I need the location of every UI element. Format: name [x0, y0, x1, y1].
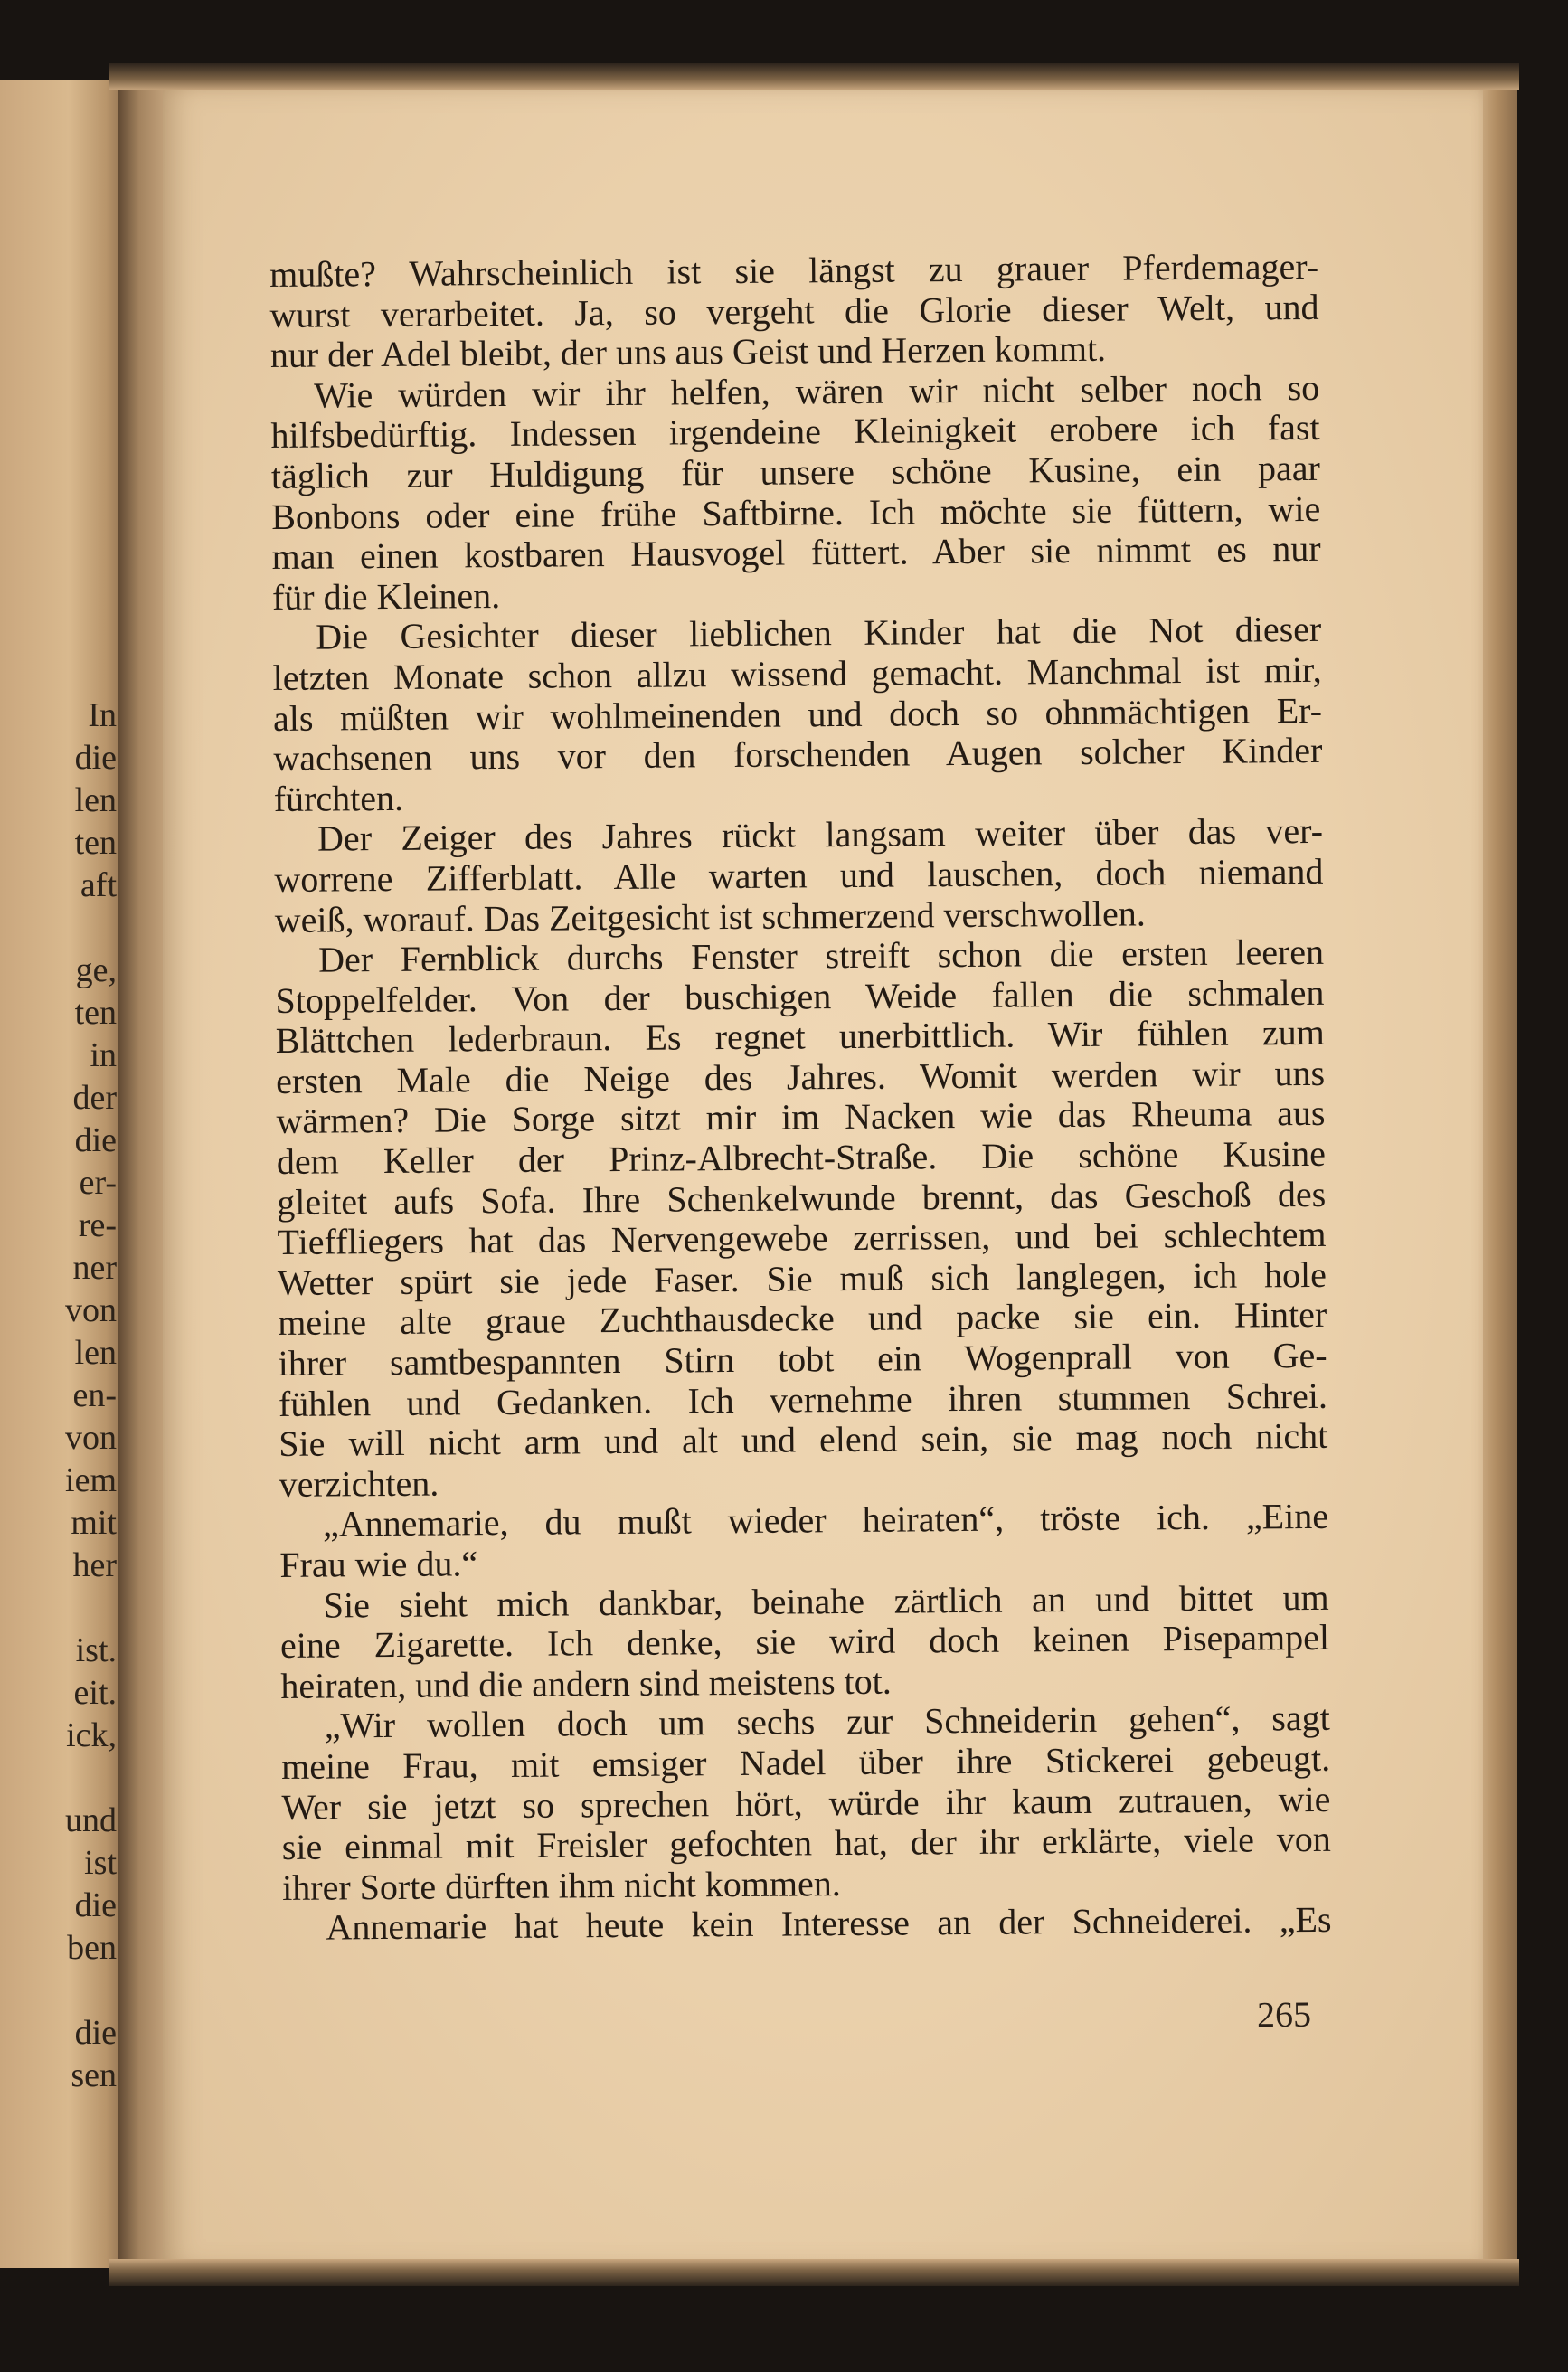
left-fragment: len [74, 1334, 117, 1372]
text-line: Frau wie du.“ [279, 1543, 478, 1585]
text-line: dem Keller der Prinz-Albrecht-Straße. Die schöne Kusine [276, 1132, 1327, 1183]
left-fragment: en- [72, 1376, 117, 1414]
text-line: Wer sie jetzt so sprechen hört, würde ihr kaum zutrauen, wie [281, 1778, 1331, 1828]
text-line: heiraten, und die andern sind meistens tot. [280, 1660, 892, 1706]
text-line: Sie sieht mich dankbar, beinahe zärtlich an und bittet um [323, 1576, 1329, 1626]
text-line: Der Zeiger des Jahres rückt langsam weiter über das ver- [316, 810, 1324, 859]
text-line: Wetter spürt sie jede Faser. Sie muß sich langlegen, ich hole [277, 1253, 1327, 1303]
left-fragment: ist [84, 1844, 117, 1882]
text-line: Wie würden wir ihr helfen, wären wir nicht selber noch so [314, 366, 1320, 416]
text-line: ersten Male die Neige des Jahres. Womit werden wir uns [275, 1052, 1326, 1101]
text-line: Sie will nicht arm und alt und elend sein, sie mag noch nicht [279, 1415, 1328, 1465]
text-line: verzichten. [279, 1462, 439, 1505]
left-fragment: ick, [66, 1716, 117, 1754]
left-fragment: die [74, 1886, 117, 1924]
top-page-edge [109, 63, 1519, 90]
left-page-text-fragments [0, 695, 122, 2097]
text-line: wachsenen uns vor den forschenden Augen solcher Kinder [273, 729, 1323, 780]
text-line: wurst verarbeitet. Ja, so vergeht die Glorie dieser Welt, und [269, 286, 1319, 335]
left-fragment: ge, [75, 951, 117, 989]
text-line: fühlen und Gedanken. Ich vernehme ihren stummen Schrei. [278, 1375, 1328, 1424]
text-line: ihrer samtbespannten Stirn tobt ein Wogenprall von Ge- [278, 1334, 1327, 1384]
text-line: fürchten. [273, 777, 404, 819]
left-page-fragment [0, 80, 125, 2268]
text-line: Die Gesichter dieser lieblichen Kinder hat die Not dieser [316, 609, 1322, 657]
text-line: weiß, worauf. Das Zeitgesicht ist schmerzend verschwollen. [274, 892, 1146, 940]
left-fragment: ten [74, 994, 117, 1032]
left-fragment: iem [65, 1461, 117, 1499]
text-line: wärmen? Die Sorge sitzt mir im Nacken wie das Rheuma aus [276, 1092, 1326, 1142]
text-line: eine Zigarette. Ich denke, sie wird doch keinen Pisepampel [279, 1617, 1330, 1667]
text-line: für die Kleinen. [271, 574, 501, 618]
left-fragment: er- [79, 1164, 117, 1202]
left-fragment: die [74, 739, 117, 777]
left-fragment: ist. [75, 1631, 117, 1669]
text-line: „Wir wollen doch um sechs zur Schneiderin gehen“, sagt [324, 1697, 1330, 1746]
text-line: Stoppelfelder. Von der buschigen Weide fallen die schmalen [275, 971, 1325, 1021]
bottom-page-edge [109, 2259, 1519, 2286]
text-line: ihrer Sorte dürften ihm nicht kommen. [282, 1862, 841, 1908]
text-line: täglich zur Huldigung für unsere schöne Kusine, ein paar [270, 447, 1321, 496]
left-fragment: sen [71, 2056, 117, 2094]
page-number: 265 [1256, 1993, 1312, 2036]
left-fragment: In [88, 696, 117, 734]
left-fragment: ben [67, 1929, 117, 1967]
text-line: Bonbons oder eine frühe Saftbirne. Ich möchte sie füttern, wie [271, 487, 1321, 537]
left-fragment: len [74, 781, 117, 819]
left-fragment [0, 1757, 122, 1800]
left-fragment: re- [78, 1206, 117, 1244]
text-line: Tieffliegers hat das Nervengewebe zerrissen, und bei schlechtem [277, 1214, 1327, 1263]
text-line: Annemarie hat heute kein Interesse an der Schneiderei. „Es [326, 1899, 1332, 1948]
text-line: man einen kostbaren Hausvogel füttert. Aber sie nimmt es nur [271, 528, 1321, 578]
left-fragment: die [74, 2014, 117, 2052]
page-edge [1483, 69, 1517, 2275]
left-fragment [0, 1970, 122, 2012]
left-fragment: ten [74, 824, 117, 862]
left-fragment: die [74, 1121, 117, 1159]
text-line: meine Frau, mit emsiger Nadel über ihre Stickerei gebeugt. [280, 1737, 1331, 1787]
left-fragment: aft [80, 866, 117, 904]
text-line: Blättchen lederbraun. Es regnet unerbittlich. Wir fühlen zum [275, 1012, 1325, 1062]
left-fragment: und [65, 1801, 117, 1839]
text-line: Der Fernblick durchs Fenster streift schon die ersten leeren [317, 931, 1325, 980]
text-line: worrene Zifferblatt. Alle warten und lauschen, doch niemand [274, 850, 1324, 900]
text-line: sie einmal mit Freisler gefochten hat, der ihr erklärte, viele von [281, 1818, 1331, 1868]
body-text [269, 247, 1332, 1949]
left-fragment [0, 907, 122, 950]
text-line: nur der Adel bleibt, der uns aus Geist und Herzen kommt. [269, 327, 1107, 376]
text-line: als müßten wir wohlmeinenden und doch so ohnmächtigen Er- [272, 689, 1323, 739]
left-fragment: der [72, 1079, 117, 1117]
left-fragment: her [72, 1546, 117, 1584]
left-fragment [0, 1587, 122, 1630]
left-fragment: von [65, 1419, 117, 1457]
text-line: letzten Monate schon allzu wissend gemacht. Manchmal ist mir, [272, 648, 1322, 698]
text-line: hilfsbedürftig. Indessen irgendeine Kleinigkeit erobere ich fast [270, 407, 1320, 457]
text-line: „Annemarie, du mußt wieder heiraten“, tröste ich. „Eine [322, 1496, 1329, 1545]
left-fragment: von [65, 1291, 117, 1329]
text-line: gleitet aufs Sofa. Ihre Schenkelwunde brennt, das Geschoß des [277, 1173, 1327, 1223]
left-fragment: mit [71, 1504, 117, 1542]
left-fragment: ner [72, 1249, 117, 1287]
text-line: meine alte graue Zuchthausdecke und packe sie ein. Hinter [278, 1294, 1327, 1344]
left-fragment: eit. [73, 1674, 117, 1712]
text-line: mußte? Wahrscheinlich ist sie längst zu grauer Pferdemager- [269, 245, 1319, 295]
left-fragment: in [90, 1036, 117, 1074]
